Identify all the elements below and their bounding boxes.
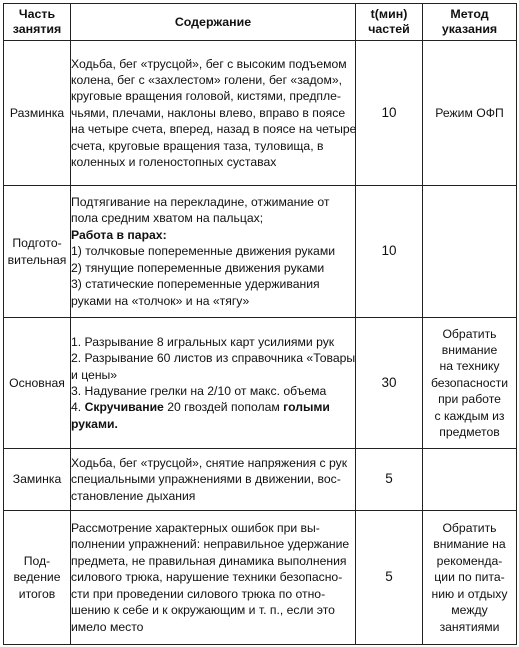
method-cell: Обратить внимание на технику безопасности при работе с каждым из предметов (423, 318, 517, 449)
time-cell: 5 (356, 449, 423, 511)
method-cell: Обратить внимание на рекоменда- ции по пита- нию и отдыху между занятиями (423, 511, 517, 645)
content-cell: 1. Разрывание 8 игральных карт усилиями рук 2. Разрывание 60 листов из справочника «Товары и цены» 3. Надувание грелки на 2/10 от макс. объема 4. Скручивание 20 гвоздей пополам голыми руками. (71, 318, 356, 449)
table-row (4, 449, 517, 511)
part-cell: Основная (4, 318, 71, 449)
content-cell: Подтягивание на перекладине, отжимание от пола средним хватом на пальцах; Работа в парах: 1) толчковые попеременные движения руками 2) тянущие попеременные движения руками 3) статические попеременные удерживания руками на «толчок» и на «тягу» (71, 186, 356, 318)
part-cell: Разминка (4, 41, 71, 186)
part-cell: Заминка (4, 449, 71, 511)
method-cell (423, 186, 517, 318)
method-cell: Режим ОФП (423, 41, 517, 186)
header-method: Метод указания (423, 4, 517, 41)
part-cell: Подгото- вительная (4, 186, 71, 318)
table-row (4, 41, 517, 186)
time-cell: 30 (356, 318, 423, 449)
table-row (4, 318, 517, 449)
method-cell (423, 449, 517, 511)
content-cell: Ходьба, бег «трусцой», бег с высоким подъемом колена, бег с «захлестом» голени, бег «задом», круговые вращения головой, кистями, предпле- чьями, плечами, наклоны влево, вправо в поясе на четыре счета, вперед, назад в поясе на четыре счета, круговые вращения таза, туловища, в коленных и голеностопных суставах (71, 41, 356, 186)
header-time: t(мин) частей (356, 4, 423, 41)
part-cell: Под- ведение итогов (4, 511, 71, 645)
time-cell: 5 (356, 511, 423, 645)
content-cell: Ходьба, бег «трусцой», снятие напряжения с рук специальными упражнениями в движении, вос- становление дыхания (71, 449, 356, 511)
lesson-plan-table (3, 3, 517, 645)
content-cell: Рассмотрение характерных ошибок при вы- полнении упражнений: неправильное удержание предмета, не правильная динамика выполнения силового трюка, нарушение техники безопасно- сти при проведении силового трюка по отно- шению к себе и к окружающим и т. п., если это имело место (71, 511, 356, 645)
table-row (4, 186, 517, 318)
header-part: Часть занятия (4, 4, 71, 41)
time-cell: 10 (356, 41, 423, 186)
header-content: Содержание (71, 4, 356, 41)
header-row (4, 4, 517, 41)
time-cell: 10 (356, 186, 423, 318)
pair-work-heading: Работа в парах: (71, 227, 167, 242)
table-row (4, 511, 517, 645)
